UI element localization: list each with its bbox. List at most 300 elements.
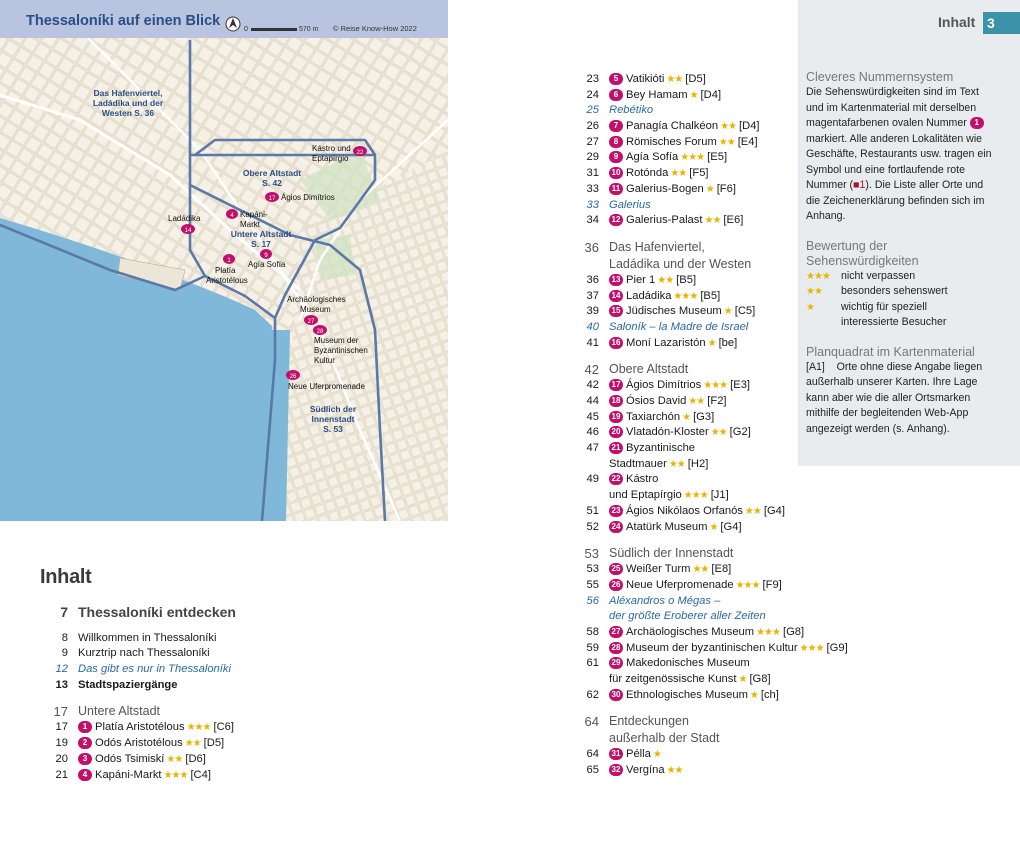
toc-page-number: 53 [584,546,599,562]
toc-entry[interactable] [561,441,801,457]
toc-entry-text [609,441,695,457]
toc-entry[interactable] [561,713,801,730]
rating-stars-icon: ★★ [720,121,736,133]
rating-stars-icon: ★★ [704,215,721,227]
toc-entry-text [609,103,653,119]
map-place-label: Ladádika [168,214,201,223]
toc-entry-label: Agía Sofía [626,151,679,164]
toc-entry-label: Aléxandros o Mégas – [609,594,721,607]
toc-entry[interactable] [30,631,330,647]
sight-number-badge: 8 [609,136,623,148]
toc-entry[interactable] [561,166,801,182]
grid-reference: [G2] [729,426,751,439]
scale-bar [251,28,297,31]
toc-page-number: 49 [586,473,599,486]
toc-page-number: 19 [55,737,68,750]
sight-number-badge: 28 [609,642,623,654]
map-place-label: Aristotélous [206,276,248,285]
rating-stars-icon: ★★★ [756,626,780,638]
sight-number-badge: 20 [609,426,623,438]
numbering-text-b: markiert. Alle anderen Lokalitäten wie Geschäfte, Restaurants usw. tragen ein Symbol und eine fortlaufende rote Nummer ( [806,132,992,191]
toc-entry-label: Bey Hamam [626,88,688,101]
rating-stars-icon: ★★★ [799,642,824,654]
toc-entry[interactable] [30,720,330,736]
sight-number-badge: 7 [609,120,623,132]
sight-number-badge: 10 [609,167,623,179]
sight-number-badge: 3 [78,753,92,765]
rating-stars-icon: ★ [723,306,732,318]
sight-number-badge: 19 [609,411,623,423]
grid-reference: [J1] [710,489,729,502]
page-number-tab [983,12,1020,34]
toc-page-number: 42 [586,379,599,392]
toc-entry[interactable] [561,562,801,578]
city-map [0,0,448,521]
grid-info [806,345,996,438]
grid-reference: [G8] [783,625,805,638]
toc-entry[interactable] [561,289,801,305]
toc-entry-label: Ósios David [626,395,687,407]
area-label: Südlich der [309,404,357,414]
sight-number-badge: 32 [609,764,623,776]
toc-entry[interactable] [561,672,801,688]
toc-page-number: 23 [586,73,599,85]
toc-entry[interactable] [30,646,330,662]
area-label: Untere Altstadt [230,229,292,239]
toc-entry[interactable] [561,625,805,641]
toc-entry[interactable] [561,641,848,657]
toc-entry-text [609,378,750,394]
map-marker-num: 1 [227,258,231,264]
grid-reference: [F2] [707,395,727,407]
rating-heading: Bewertung der Sehenswürdigkeiten [806,238,919,268]
toc-entry-label: Thessaloníki entdecken [78,604,236,620]
grid-reference: [D5] [685,73,706,85]
sight-number-badge: 31 [609,748,623,760]
map-copyright: © Reise Know-How 2022 [333,24,417,33]
toc-entry-text [609,578,782,594]
toc-page-number: 45 [586,410,599,423]
toc-entry[interactable] [561,394,801,410]
grid-reference: [F9] [762,578,782,591]
grid-heading: Planquadrat im Kartenmaterial [806,344,975,359]
toc-entry[interactable] [30,768,330,784]
toc-page-number: 27 [586,135,599,148]
map-marker-num: 9 [264,253,268,259]
toc-entry-text [609,72,706,88]
toc-entry[interactable] [561,103,801,119]
toc-page-number: 33 [586,182,599,195]
toc-entry-label: Ethnologisches Museum [626,688,748,701]
sample-badge: 1 [970,117,984,129]
toc-entry-label: der größte Eroberer aller Zeiten [609,610,766,623]
toc-gap [30,621,330,631]
numbering-text-c: ). Die Liste aller Orte und die Zeichenerklärung befinden sich im Anhang. [806,179,985,222]
toc-entry-label: und Eptapírgio [609,489,682,502]
map-marker-num: 17 [268,196,276,202]
toc-page-number: 53 [586,563,599,576]
toc-entry-text [609,625,804,641]
toc-entry[interactable] [561,656,801,672]
toc-entry-text [609,504,785,520]
toc-entry-text [609,747,661,763]
toc-entry-label: Archäologisches Museum [626,625,755,638]
toc-entry[interactable] [30,678,330,694]
toc-page-number: 58 [586,625,599,638]
toc-entry-label: Das Hafenviertel, [609,239,705,254]
rating-info [806,239,996,331]
toc-entry-text [609,304,755,320]
toc-entry[interactable] [561,256,801,273]
toc-entry[interactable] [561,504,801,520]
toc-gap [561,229,801,239]
area-label: Das Hafenviertel, [93,88,163,98]
toc-entry-text [78,720,234,736]
grid-reference: [B5] [676,273,697,286]
toc-entry-text [609,166,709,182]
area-label: Ladádika und der [92,98,164,108]
toc-entry-label: Moní Lazaristón [626,336,706,349]
grid-reference: [F5] [689,167,709,180]
grid-code: [A1] [806,360,825,373]
toc-page-number: 12 [55,663,68,676]
toc-entry[interactable] [561,730,801,747]
toc-entry-text [78,605,236,621]
grid-reference: [G3] [693,410,715,423]
toc-entry-label: Vatikióti [626,73,665,85]
toc-page-number: 21 [55,768,68,781]
sight-number-badge: 21 [609,442,623,454]
shop-symbol-icon: ■ [853,179,860,191]
rating-stars-icon: ★ [682,411,691,423]
sight-number-badge: 2 [78,737,92,749]
toc-gap [561,351,801,361]
toc-entry-text [609,198,651,214]
toc-page-number: 17 [53,704,68,720]
toc-entry[interactable] [561,609,801,625]
toc-entry[interactable] [561,747,801,763]
toc-page-number: 51 [586,504,599,517]
rating-stars-icon: ★★ [710,427,727,439]
sight-number-badge: 16 [609,337,623,349]
sight-number-badge: 17 [609,379,623,391]
sight-number-badge: 27 [609,626,623,638]
toc-entry-label: Ladádika und der Westen [609,256,752,271]
toc-entry[interactable] [561,320,801,336]
toc-entry-label: Atatürk Museum [626,520,708,533]
toc-entry-text [609,336,737,352]
toc-entry-text [609,394,727,410]
toc-page-number: 59 [586,641,599,654]
toc-entry[interactable] [561,150,801,166]
rating-label: besonders sehenswert [841,285,948,297]
toc-entry-text [609,609,766,625]
toc-entry-text [609,213,743,229]
toc-entry-text [609,641,848,657]
map-marker-num: 28 [316,329,324,335]
rating-stars-icon: ★ [749,689,758,701]
toc-page-number: 17 [55,721,68,734]
toc-entry-label: Kástro [626,473,659,486]
toc-page-number: 42 [584,362,599,378]
toc-entry[interactable] [561,72,801,88]
rating-stars-icon: ★★ [718,136,735,148]
area-label: S. 17 [251,239,271,249]
toc-entry-label: Willkommen in Thessaloníki [78,631,217,644]
rating-stars-icon: ★ [738,674,747,685]
sight-number-badge: 9 [609,151,623,163]
map-place-label: Museum [300,305,331,314]
toc-page-number: 55 [586,578,599,591]
toc-entry[interactable] [561,545,801,562]
rating-stars-icon: ★★ [166,753,183,765]
rating-stars-icon: ★★ [688,396,705,407]
toc-entry-text [609,457,708,473]
toc-entry-label: Saloník – la Madre de Israel [609,320,749,333]
rating-stars-icon: ★★ [666,765,683,777]
toc-page-number: 46 [586,426,599,439]
sight-number-badge: 13 [609,274,623,286]
toc-entry-label: Galerius [609,198,651,211]
toc-entry[interactable] [561,378,801,394]
toc-page-number: 61 [586,657,599,670]
toc-entry[interactable] [561,336,801,352]
symbol-number: 1 [859,179,866,191]
rating-stars-icon: ★ [707,337,716,349]
toc-entry[interactable] [561,198,801,214]
toc-left-column [30,605,330,783]
rating-stars-icon: ★★★ [703,380,728,392]
toc-entry-text [609,135,758,151]
map-place-label: Eptapírgio [312,154,349,163]
toc-page-number: 20 [55,752,68,765]
toc-entry[interactable] [561,119,801,135]
rating-stars-icon: ★ [705,183,714,195]
toc-page-number: 31 [586,167,599,180]
toc-entry-label: Odós Aristotélous [95,737,183,750]
toc-entry-label: außerhalb der Stadt [609,731,720,746]
map-marker-num: 22 [356,150,364,156]
numbering-text [806,85,996,225]
toc-entry[interactable] [561,304,801,320]
toc-entry[interactable] [561,457,801,473]
rating-stars-icon: ★★ [692,564,709,576]
toc-entry[interactable] [30,703,330,720]
toc-entry[interactable] [30,605,330,621]
grid-reference: [C4] [190,768,211,781]
toc-entry[interactable] [561,135,801,151]
toc-entry[interactable] [561,488,801,504]
grid-reference: [D5] [203,737,225,750]
north-arrow-icon [226,17,240,31]
rating-stars-icon: ★★ [670,168,687,180]
toc-page-number: 36 [584,239,599,255]
grid-description: Orte ohne diese Angabe liegen außerhalb unserer Karten. Ihre Lage kann aber wie die aller Ortsmarken mithilfe der begleitenden Web-App angezeigt werden (s. Anhang). [806,360,983,435]
toc-page-number: 39 [586,305,599,318]
grid-reference: [D4] [739,120,760,133]
sight-number-badge: 6 [609,89,623,101]
toc-entry-text [609,88,721,104]
toc-entry-label: Odós Tsimiskí [95,752,165,765]
toc-entry-text [78,752,206,768]
map-place-label: Neue Uferpromenade [288,382,365,391]
toc-entry[interactable] [561,410,801,426]
toc-entry[interactable] [30,662,330,678]
rating-row [806,284,996,300]
toc-page-number: 7 [60,604,68,620]
toc-entry-text [78,736,224,752]
map-place-label: Kástro und [312,144,351,153]
toc-entry-text [609,289,720,305]
toc-entry-label: Byzantinische [626,442,696,455]
map-place-label: Byzantinischen [314,346,368,355]
sight-number-badge: 26 [609,579,623,591]
rating-stars-icon: ★★ [666,74,683,85]
toc-entry[interactable] [561,688,801,704]
toc-entry-text [609,182,736,198]
rating-stars-icon: ★★ [668,458,685,470]
sight-number-badge: 25 [609,563,623,575]
rating-stars-icon: ★ [709,521,718,533]
toc-entry[interactable] [561,763,801,779]
toc-entry-text [78,662,231,678]
rating-stars-icon: ★ [652,749,661,761]
toc-entry[interactable] [561,213,801,229]
sight-number-badge: 23 [609,505,623,517]
toc-entry[interactable] [561,239,801,256]
sight-number-badge: 29 [609,657,623,669]
toc-page-number: 47 [586,442,599,455]
toc-entry-label: Pélla [626,748,651,761]
grid-reference: [B5] [700,289,721,302]
grid-reference: [D6] [185,752,206,765]
toc-entry-label: Kapáni-Markt [95,768,162,781]
toc-entry-text [609,273,696,289]
map-place-label: Platía [215,266,236,275]
grid-reference: [G4] [763,504,785,517]
sight-number-badge: 15 [609,305,623,317]
map-marker-num: 26 [289,374,297,380]
toc-entry-text [609,763,683,779]
toc-entry[interactable] [561,361,801,378]
sight-number-badge: 11 [609,183,623,195]
toc-entry-text [609,545,733,562]
toc-entry-label: Stadtmauer [609,457,667,470]
toc-entry[interactable] [561,88,801,104]
toc-entry-label: Stadtspaziergänge [78,678,178,691]
toc-entry-text [609,730,720,747]
rating-stars-icon: ★★ [184,738,201,750]
rating-stars-icon: ★★★ [186,722,211,734]
toc-entry[interactable] [561,578,801,594]
toc-entry-text [609,320,748,336]
map-place-label: Agía Sofía [248,260,286,269]
toc-page-number: 24 [586,88,599,101]
toc-entry[interactable] [561,472,801,488]
toc-entry-label: Vergína [626,764,665,777]
grid-reference: [D4] [700,88,722,101]
toc-entry[interactable] [561,520,801,536]
toc-entry-label: Römisches Forum [626,135,717,148]
toc-gap [561,703,801,713]
toc-entry-label: Makedonisches Museum [626,657,750,670]
toc-entry[interactable] [561,273,801,289]
toc-entry-label: Kurztrip nach Thessaloníki [78,647,210,660]
grid-reference: [C6] [213,721,234,734]
rating-stars-icon: ★★★ [673,290,698,302]
numbering-heading: Cleveres Nummernsystem [806,70,954,84]
toc-page-number: 44 [586,395,599,407]
toc-page-number: 41 [586,336,599,349]
toc-entry-text [609,410,714,426]
toc-page-number: 8 [61,631,68,644]
rating-label: wichtig für speziell interessierte Besucher [841,300,947,328]
area-label: Obere Altstadt [242,168,302,178]
stars-icon: ★ [806,301,814,313]
legend-panel [806,70,996,451]
grid-reference: [ch] [760,688,779,701]
toc-entry-text [78,678,177,694]
rating-stars-icon: ★★ [657,274,674,286]
toc-entry[interactable] [561,425,801,441]
toc-page-number: 13 [55,678,68,691]
sight-number-badge: 18 [609,395,623,407]
map-place-label: Kultur [314,356,335,365]
toc-entry-text [609,520,742,536]
toc-entry-text [78,768,211,784]
toc-entry[interactable] [30,752,330,768]
rating-stars-icon: ★★ [744,505,761,517]
toc-entry-label: Ladádika [626,289,672,302]
numbering-info [806,70,996,225]
sight-number-badge: 4 [78,769,92,781]
toc-entry-label: Das gibt es nur in Thessaloníki [78,663,231,676]
scale-start: 0 [244,26,248,33]
stars-icon: ★★ [806,286,822,297]
toc-gap [30,693,330,703]
map-place-label: Kapáni- [240,210,268,219]
grid-reference: [H2] [687,457,709,470]
toc-entry-label: Ágios Nikólaos Orfanós [626,504,743,517]
toc-entry[interactable] [561,182,801,198]
toc-entry-text [609,488,729,504]
toc-entry-text [609,472,658,488]
area-label: Innenstadt [311,414,355,424]
sight-number-badge: 30 [609,689,623,701]
toc-entry[interactable] [30,736,330,752]
rating-row [806,269,996,285]
grid-reference: [F6] [716,182,736,195]
toc-entry-label: Jüdisches Museum [626,305,722,318]
grid-reference: [G8] [749,673,771,685]
toc-page-number: 33 [586,198,599,211]
rating-stars-icon: ★★★ [735,579,760,591]
grid-reference: [E8] [711,563,732,576]
rating-label: nicht verpassen [841,269,916,282]
grid-reference: [C5] [734,305,756,318]
toc-entry-label: Ágios Dimítrios [626,379,702,392]
toc-entry[interactable] [561,594,801,610]
rating-stars-icon: ★★★ [163,769,188,781]
rating-stars-icon: ★★★ [680,152,705,164]
toc-entry-text [609,672,771,688]
rating-row [806,300,996,331]
toc-entry-label: Obere Altstadt [609,362,689,377]
toc-title: Inhalt [40,566,92,588]
rating-stars-icon: ★ [689,89,698,101]
map-marker-num: 14 [184,228,192,234]
grid-reference: [G4] [720,520,742,533]
